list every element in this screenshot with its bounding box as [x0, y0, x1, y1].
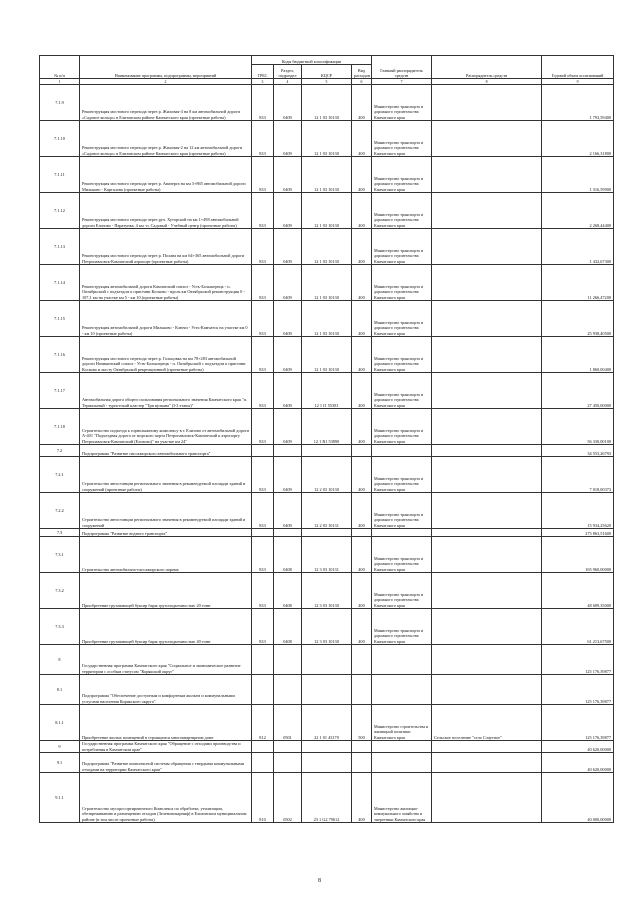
row-grbs: 810 [252, 773, 274, 823]
row-grbs: 833 [252, 265, 274, 301]
row-razdel: 0409 [274, 121, 302, 157]
row-name: Реконструкция мостового перехода через р. Жиловая-2 на 12 км автомобильной дороги «Садовое кольцо» в Елизовском районе Камчатского края (проектные работы) [80, 121, 252, 157]
row-number: 7.1.13 [40, 229, 80, 265]
row-sum: 56 330,00100 [542, 409, 614, 445]
col-index: 9 [542, 79, 614, 85]
table-row [40, 573, 614, 609]
header-ksr: КЦСР [302, 65, 352, 79]
row-number: 7.2 [40, 445, 80, 457]
row-distributor [432, 301, 542, 337]
row-distributor [432, 741, 542, 753]
table-row [40, 645, 614, 675]
row-grbs [252, 645, 274, 675]
row-number: 7.1.17 [40, 373, 80, 409]
table-row [40, 457, 614, 493]
row-name: Строительство автостанции регионального значения в рекомендуемой площади зданий и сооружений [80, 493, 252, 529]
row-vid: 400 [352, 265, 372, 301]
row-number: 8.1 [40, 675, 80, 705]
row-name: Приобретение жилых помещений в строящемся многоквартирном доме [80, 705, 252, 741]
row-name: Автомобильная дорога общего пользования регионального значения Камчатского края "п. Термальный - туристский кластер "Три вулкана" (I-3 этапы)" [80, 373, 252, 409]
row-sum: 1 316,59900 [542, 157, 614, 193]
row-grbs: 833 [252, 537, 274, 573]
row-grbs: 833 [252, 229, 274, 265]
row-vid: 500 [352, 705, 372, 741]
page-number: 8 [318, 878, 321, 884]
row-responsible: Министерство транспорта и дорожного строительства Камчатского края [372, 193, 432, 229]
row-grbs: 833 [252, 609, 274, 645]
row-distributor [432, 645, 542, 675]
row-vid: 400 [352, 193, 372, 229]
row-number: 7.1.12 [40, 193, 80, 229]
row-grbs: 833 [252, 337, 274, 373]
row-ksr: 12 3 03 10130 [302, 573, 352, 609]
row-vid: 400 [352, 493, 372, 529]
row-sum: 61 213,67500 [542, 609, 614, 645]
row-sum: 1 860,00400 [542, 337, 614, 373]
row-vid [352, 675, 372, 705]
row-vid: 400 [352, 409, 372, 445]
table-row [40, 373, 614, 409]
row-name: Государственная программа Камчатского края "Социальное и экономическое развитие территории с особым статусом "Корякский округ" [80, 645, 252, 675]
row-number: 7.1.14 [40, 265, 80, 301]
row-vid [352, 645, 372, 675]
row-responsible: Министерство транспорта и дорожного строительства Камчатского края [372, 157, 432, 193]
table-row [40, 229, 614, 265]
row-distributor [432, 265, 542, 301]
row-distributor [432, 573, 542, 609]
row-ksr: 12 1 03 10130 [302, 85, 352, 121]
row-responsible: Министерство жилищно-коммунального хозяйства и энергетики Камчатского края [372, 773, 432, 823]
row-ksr [302, 741, 352, 753]
row-vid [352, 445, 372, 457]
row-responsible: Министерство транспорта и дорожного строительства Камчатского края [372, 409, 432, 445]
row-ksr: 12 2 03 10131 [302, 493, 352, 529]
row-ksr: 12 1 03 10130 [302, 301, 352, 337]
row-vid: 400 [352, 337, 372, 373]
row-name: Реконструкция автомобильной дороги Камчатский совхоз - Усть-Большерецк - п. Октябрьский с подъездом к пристани Косково - вдоль км Октябрьской реконструкция 0 - 107,1 км на участке км 5 - км 10 (проектные работы) [80, 265, 252, 301]
row-number: 7.1.16 [40, 337, 80, 373]
row-number: 7.3.1 [40, 537, 80, 573]
table-row [40, 193, 614, 229]
row-sum: 40 620,00000 [542, 741, 614, 753]
row-responsible [372, 445, 432, 457]
row-number: 7.1.10 [40, 121, 80, 157]
row-name: Реконструкция мостового перехода через руч. Хуторской на км 1+498 автомобильной дороги Елизово - Паратунка, 4 км -п. Садовый - Учебный центр (проектные работы) [80, 193, 252, 229]
row-razdel: 0409 [274, 85, 302, 121]
row-distributor [432, 493, 542, 529]
row-vid: 400 [352, 301, 372, 337]
row-distributor [432, 157, 542, 193]
row-distributor [432, 445, 542, 457]
row-grbs: 833 [252, 373, 274, 409]
header-resp: Главный распорядитель средств [372, 56, 432, 79]
row-name: Подпрограмма "Обеспечение доступным и комфортным жильем и коммунальными услугами населения Корякского округа" [80, 675, 252, 705]
row-razdel: 0409 [274, 229, 302, 265]
row-responsible: Министерство транспорта и дорожного строительства Камчатского края [372, 373, 432, 409]
row-vid: 400 [352, 609, 372, 645]
row-distributor [432, 409, 542, 445]
row-grbs: 833 [252, 157, 274, 193]
row-razdel: 0408 [274, 537, 302, 573]
row-responsible: Министерство транспорта и дорожного строительства Камчатского края [372, 121, 432, 157]
row-vid: 400 [352, 537, 372, 573]
row-number: 9 [40, 741, 80, 753]
row-sum: 25 938,40500 [542, 301, 614, 337]
table-row [40, 121, 614, 157]
row-sum: 27 450,00000 [542, 373, 614, 409]
row-sum: 11 266,47200 [542, 265, 614, 301]
table-row [40, 409, 614, 445]
document-sheet [39, 55, 613, 823]
table-row [40, 537, 614, 573]
row-vid [352, 753, 372, 773]
col-index: 8 [432, 79, 542, 85]
row-ksr: 12 1 03 10130 [302, 229, 352, 265]
row-distributor [432, 457, 542, 493]
table-row [40, 753, 614, 773]
row-responsible: Министерство транспорта и дорожного строительства Камчатского края [372, 265, 432, 301]
row-grbs: 833 [252, 193, 274, 229]
row-number: 7.3.3 [40, 609, 80, 645]
row-vid: 400 [352, 121, 372, 157]
row-distributor [432, 373, 542, 409]
table-row [40, 529, 614, 537]
table-row [40, 445, 614, 457]
row-number: 7.1.9 [40, 85, 80, 121]
col-index: 4 [274, 79, 302, 85]
row-razdel [274, 529, 302, 537]
row-distributor [432, 193, 542, 229]
row-ksr: 23 1 G2 79612 [302, 773, 352, 823]
row-vid: 400 [352, 85, 372, 121]
row-sum: 2 166,31800 [542, 121, 614, 157]
row-ksr: 12 3 03 10131 [302, 537, 352, 573]
row-ksr: 12 1 03 10130 [302, 337, 352, 373]
col-index: 6 [352, 79, 372, 85]
row-name: Реконструкция мостового перехода через р. Полава на км 64+365 автомобильной дороги Петропавловск-Камчатский аэропорт (проектные работы) [80, 229, 252, 265]
row-grbs [252, 741, 274, 753]
header-sum: Годовой объем ассигнований [542, 56, 614, 79]
row-name: Строительство автостанции регионального значения в рекомендуемой площади зданий и сооружений (проектные работы) [80, 457, 252, 493]
row-razdel: 0501 [274, 705, 302, 741]
row-distributor [432, 121, 542, 157]
row-responsible: Министерство транспорта и дорожного строительства Камчатского края [372, 229, 432, 265]
row-razdel [274, 675, 302, 705]
row-razdel: 0408 [274, 573, 302, 609]
row-name: Реконструкция мостового перехода через р. Жиловая-4 на 8 км автомобильной дороги «Садовое кольцо» в Елизовском районе Камчатского края (проектные работы) [80, 85, 252, 121]
row-number: 7.2.1 [40, 457, 80, 493]
row-vid [352, 529, 372, 537]
row-sum: 2 268,44400 [542, 193, 614, 229]
header-grbs: ГРБС [252, 65, 274, 79]
row-grbs: 833 [252, 409, 274, 445]
table-row [40, 609, 614, 645]
row-sum: 1 432,67300 [542, 229, 614, 265]
row-number: 7.3.2 [40, 573, 80, 609]
row-name: Приобретение грузовающей буксир барж грузоподъемностью 40 тонн [80, 609, 252, 645]
row-number: 7.1.15 [40, 301, 80, 337]
row-ksr: 12 3 03 10130 [302, 609, 352, 645]
table-row [40, 265, 614, 301]
row-distributor [432, 85, 542, 121]
col-index: 3 [252, 79, 274, 85]
row-distributor [432, 537, 542, 573]
row-name: Реконструкция мостового перехода через р. Авачерга на км 3+865 автомобильной дороги Мильково - Карталова (проектные работы) [80, 157, 252, 193]
row-grbs: 812 [252, 705, 274, 741]
row-name: Реконструкция автомобильной дороги Мильково - Ключи - Усть-Камчатск на участке км 0 - км 10 (проектные работы) [80, 301, 252, 337]
row-responsible [372, 741, 432, 753]
table-row [40, 301, 614, 337]
header-razdel: Раздел, подраздел [274, 65, 302, 79]
row-razdel: 0502 [274, 773, 302, 823]
row-responsible: Министерство транспорта и дорожного строительства Камчатского края [372, 493, 432, 529]
row-ksr: 12 2 03 10130 [302, 457, 352, 493]
row-ksr: 12 1 I1 55381 [302, 373, 352, 409]
row-razdel [274, 741, 302, 753]
row-responsible [372, 675, 432, 705]
row-razdel: 0409 [274, 157, 302, 193]
row-responsible: Министерство транспорта и дорожного строительства Камчатского края [372, 85, 432, 121]
row-ksr: 22 1 01 43170 [302, 705, 352, 741]
table-row [40, 741, 614, 753]
col-index: 7 [372, 79, 432, 85]
row-sum: 1 793,59400 [542, 85, 614, 121]
row-number: 7.2.2 [40, 493, 80, 529]
row-sum: 165 960,00000 [542, 537, 614, 573]
row-razdel: 0409 [274, 337, 302, 373]
row-sum: 125 176,39877 [542, 705, 614, 741]
table-row [40, 85, 614, 121]
row-number: 9.1 [40, 753, 80, 773]
header-no: № п/п [40, 56, 80, 79]
row-distributor [432, 773, 542, 823]
header-codes-group: Коды бюджетной классификации [252, 56, 372, 65]
row-number: 9.1.1 [40, 773, 80, 823]
row-distributor [432, 609, 542, 645]
row-responsible: Министерство транспорта и дорожного строительства Камчатского края [372, 457, 432, 493]
row-sum: 40 620,00000 [542, 753, 614, 773]
row-responsible: Министерство транспорта и дорожного строительства Камчатского края [372, 573, 432, 609]
row-razdel: 0409 [274, 493, 302, 529]
row-responsible: Министерство транспорта и дорожного строительства Камчатского края [372, 609, 432, 645]
row-razdel [274, 445, 302, 457]
row-grbs [252, 675, 274, 705]
row-name: Подпрограмма "Развитие пассажирского автомобильного транспорта" [80, 445, 252, 457]
row-grbs [252, 529, 274, 537]
row-distributor [432, 529, 542, 537]
row-vid: 400 [352, 157, 372, 193]
row-ksr: 12 1 03 10130 [302, 265, 352, 301]
row-ksr [302, 645, 352, 675]
table-body [40, 85, 614, 823]
table-row [40, 705, 614, 741]
header-name: Наименование программы, подпрограммы, мероприятий [80, 56, 252, 79]
row-distributor: Сельское поселение "село Слаутное" [432, 705, 542, 741]
header-vid: Вид расходов [352, 65, 372, 79]
row-number: 7.1.18 [40, 409, 80, 445]
budget-table [39, 55, 614, 823]
col-index: 2 [80, 79, 252, 85]
row-responsible: Министерство транспорта и дорожного строительства Камчатского края [372, 337, 432, 373]
row-sum: 48 689,35000 [542, 573, 614, 609]
row-razdel: 0409 [274, 373, 302, 409]
row-vid: 400 [352, 229, 372, 265]
row-vid: 400 [352, 457, 372, 493]
row-responsible [372, 529, 432, 537]
row-responsible: Министерство транспорта и дорожного строительства Камчатского края [372, 301, 432, 337]
row-ksr [302, 675, 352, 705]
row-grbs [252, 445, 274, 457]
row-sum: 125 176,39877 [542, 675, 614, 705]
col-index: 1 [40, 79, 80, 85]
row-grbs: 833 [252, 573, 274, 609]
table-row [40, 157, 614, 193]
row-sum: 15 934,25620 [542, 493, 614, 529]
row-number: 8 [40, 645, 80, 675]
row-grbs: 833 [252, 121, 274, 157]
row-name: Реконструкция мостового перехода через р. Гольцовка на км 78+283 автомобильной дороги Начикинский совхоз - Усть-Большерецк - п. Октябрьский с подъездом к пристани Косково и мосту Октябрьской рекреационной (проектные работы) [80, 337, 252, 373]
table-row [40, 493, 614, 529]
row-grbs [252, 753, 274, 773]
row-sum: 7 018,00373 [542, 457, 614, 493]
col-index: 5 [302, 79, 352, 85]
row-name: Подпрограмма "Развитие комплексной системы обращения с твердыми коммунальными отходами на территории Камчатского края" [80, 753, 252, 773]
row-distributor [432, 753, 542, 773]
row-grbs: 833 [252, 301, 274, 337]
row-name: Подпрограмма "Развитие водного транспорта" [80, 529, 252, 537]
row-ksr: 12 1 03 10130 [302, 157, 352, 193]
row-razdel: 0409 [274, 301, 302, 337]
row-grbs: 833 [252, 493, 274, 529]
row-vid: 400 [352, 773, 372, 823]
header-dist: Распорядитель средств [432, 56, 542, 79]
row-ksr: 12 1 03 10130 [302, 193, 352, 229]
row-razdel [274, 645, 302, 675]
row-sum: 275 863,51600 [542, 529, 614, 537]
table-row [40, 773, 614, 823]
row-responsible [372, 753, 432, 773]
row-name: Строительство мусоросортировочного Комплекса по обработке, утилизации, обезвреживанию и размещению отходов (Зеленовокарниф) в Елизовском муниципальном районе (в том числе проектные работы) [80, 773, 252, 823]
row-grbs: 833 [252, 85, 274, 121]
row-razdel [274, 753, 302, 773]
table-row [40, 337, 614, 373]
row-vid: 400 [352, 373, 372, 409]
row-number: 7.1.11 [40, 157, 80, 193]
row-sum: 40 000,00000 [542, 773, 614, 823]
row-ksr: 12 1 R1 53890 [302, 409, 352, 445]
row-number: 8.1.1 [40, 705, 80, 741]
table-row [40, 675, 614, 705]
row-vid [352, 741, 372, 753]
row-name: Строительство подъезда к горнолыжному комплексу в г. Елизово от автомобильной дороги А-401 "Подъездная дорога от морского порта Петропавловск-Камчатский к аэропорту Петропавловск-Камчатский (Елизово)" на участке км 24" [80, 409, 252, 445]
row-responsible: Министерство транспорта и дорожного строительства Камчатского края [372, 537, 432, 573]
row-ksr [302, 529, 352, 537]
row-razdel: 0408 [274, 609, 302, 645]
row-razdel: 0409 [274, 409, 302, 445]
row-sum: 34 553,26793 [542, 445, 614, 457]
row-razdel: 0409 [274, 193, 302, 229]
row-name: Строительство автомобильно-пассажирского парома [80, 537, 252, 573]
row-distributor [432, 337, 542, 373]
row-name: Государственная программа Камчатского края "Обращение с отходами производства и потребления в Камчатском крае" [80, 741, 252, 753]
row-razdel: 0409 [274, 265, 302, 301]
row-responsible: Министерство строительства и жилищной политики Камчатского края [372, 705, 432, 741]
row-grbs: 833 [252, 457, 274, 493]
row-distributor [432, 675, 542, 705]
row-vid: 400 [352, 573, 372, 609]
row-responsible [372, 645, 432, 675]
row-ksr: 12 1 03 10130 [302, 121, 352, 157]
row-razdel: 0409 [274, 457, 302, 493]
row-number: 7.3 [40, 529, 80, 537]
row-sum: 125 176,39877 [542, 645, 614, 675]
row-ksr [302, 753, 352, 773]
row-ksr [302, 445, 352, 457]
row-distributor [432, 229, 542, 265]
row-name: Приобретение грузовающей буксир барж грузоподъемностью 20 тонн [80, 573, 252, 609]
